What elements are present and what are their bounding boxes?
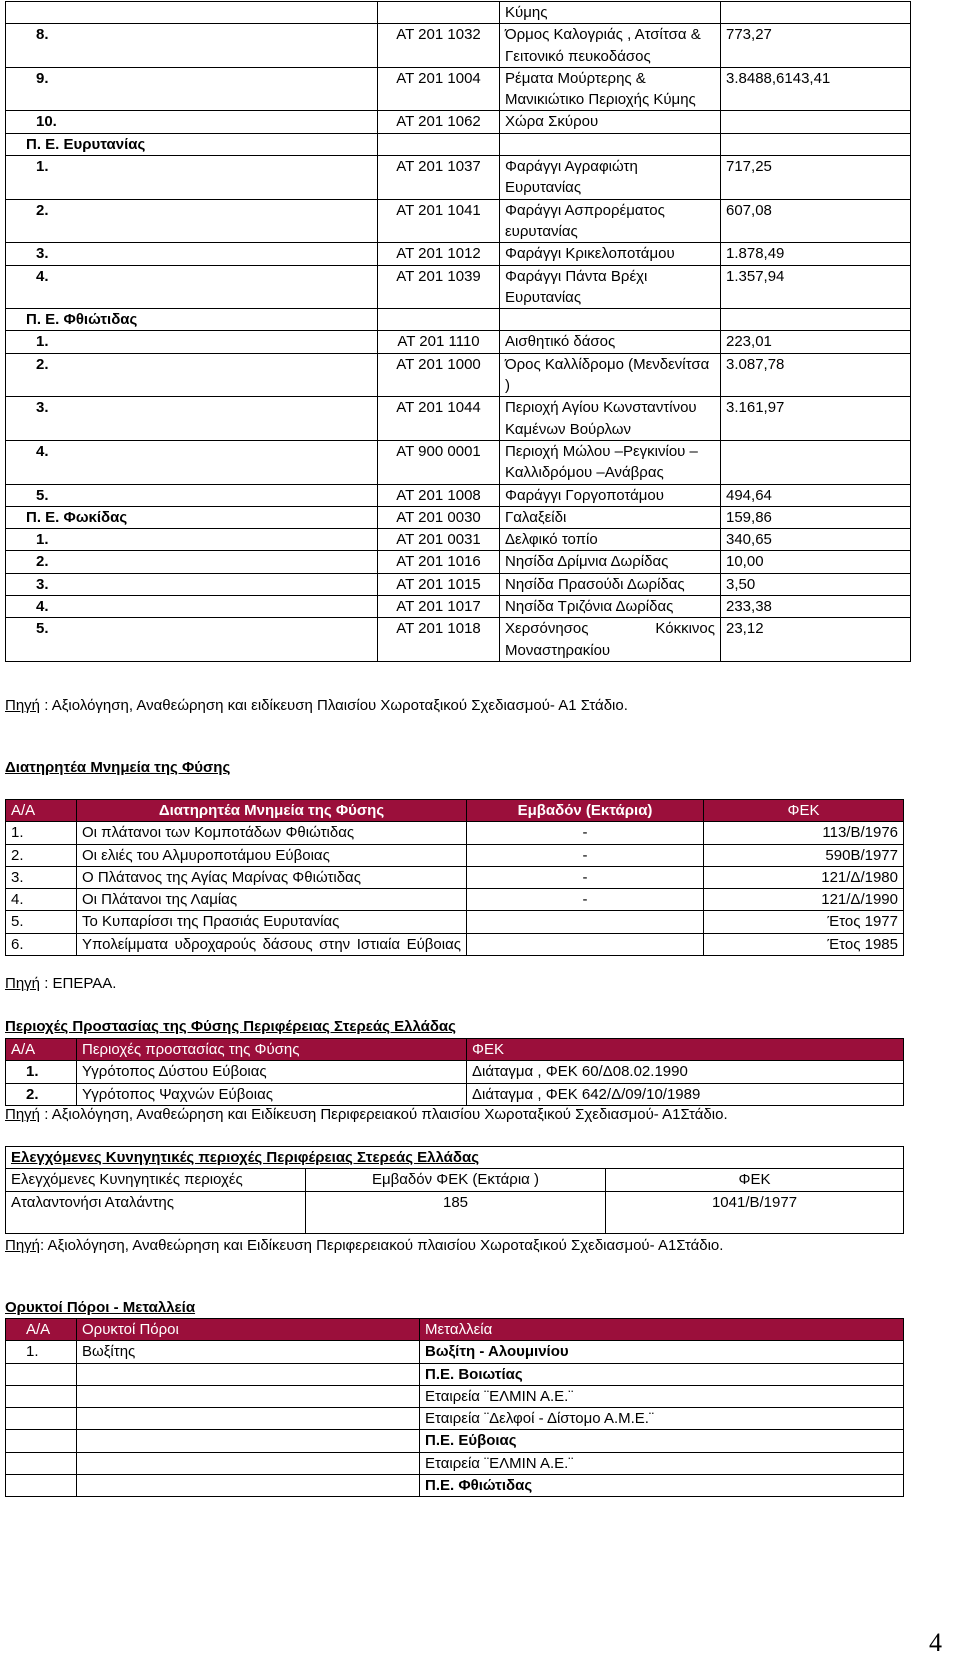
source-label: Πηγή [5, 975, 41, 992]
row-number: 4. [6, 440, 378, 484]
row-number: 3. [6, 243, 378, 265]
monument-fek: 590Β/1977 [704, 844, 904, 866]
heading-text: Περιοχές Προστασίας της Φύσης Περιφέρειας Στερεάς Ελλάδας [5, 1018, 456, 1035]
table-row [6, 573, 911, 595]
source-text: : ΕΠΕΡΑΑ. [40, 975, 117, 992]
protected-table [5, 1038, 904, 1106]
table-row [6, 529, 911, 551]
mine-entry: Π.Ε. Βοιωτίας [420, 1363, 904, 1385]
mine-entry: Εταιρεία ¨ΕΛΜΙΝ Α.Ε.¨ [420, 1385, 904, 1407]
area-size: 3.8488,6143,41 [721, 67, 911, 111]
minerals-table-body [6, 1319, 904, 1497]
area-name: Αισθητικό δάσος [500, 331, 721, 353]
mine-entry: Π.Ε. Φθιώτιδας [420, 1475, 904, 1497]
table-row [6, 397, 911, 441]
area-size: 3,50 [721, 573, 911, 595]
area-size: 340,65 [721, 529, 911, 551]
heading-text: Ελεγχόμενες Κυνηγητικές περιοχές Περιφέρειας Στερεάς Ελλάδας [11, 1149, 480, 1166]
area-name: Φαράγγι Πάντα Βρέχι Ευρυτανίας [500, 265, 721, 309]
hunting-header-row [6, 1169, 904, 1191]
monuments-table-body [6, 800, 904, 956]
hunting-heading [6, 1147, 904, 1169]
row-number: 4. [6, 596, 378, 618]
area-code: ΑΤ 201 1110 [378, 331, 500, 353]
area-size: 10,00 [721, 551, 911, 573]
header-cell: ΦΕΚ [704, 800, 904, 822]
area-code: ΑΤ 201 1015 [378, 573, 500, 595]
area-size [721, 440, 911, 484]
table-row [6, 1083, 904, 1105]
header-row [6, 1319, 904, 1341]
header-cell: ΦΕΚ [467, 1039, 904, 1061]
area-size: 223,01 [721, 331, 911, 353]
row-number [6, 1475, 77, 1497]
monument-area: - [467, 866, 704, 888]
landscape-table-body [6, 2, 911, 662]
area-name: Φαράγγι Ασπρορέματος ευρυτανίας [500, 199, 721, 243]
table-row [6, 1475, 904, 1497]
page-number: 4 [929, 1628, 942, 1657]
table-row [6, 440, 911, 484]
mine-entry: Εταιρεία ¨Δελφοί - Δίστομο Α.Μ.Ε.¨ [420, 1408, 904, 1430]
table-row [6, 1452, 904, 1474]
mineral-resource [77, 1408, 420, 1430]
area-code: ΑΤ 201 1032 [378, 24, 500, 68]
mine-entry: Εταιρεία ¨ΕΛΜΙΝ Α.Ε.¨ [420, 1452, 904, 1474]
row-number: 3. [6, 397, 378, 441]
table-row [6, 551, 911, 573]
area-name: Νησίδα Πρασούδι Δωρίδας [500, 573, 721, 595]
area-size: 3.087,78 [721, 353, 911, 397]
group-row [6, 309, 911, 331]
table-row [6, 822, 904, 844]
area-size: 1.357,94 [721, 265, 911, 309]
area-name: Φαράγγι Γοργοποτάμου [500, 484, 721, 506]
area-code [378, 133, 500, 155]
source-note-monuments [5, 973, 116, 994]
row-number: 1. [6, 331, 378, 353]
area-code [378, 309, 500, 331]
area-name: Νησίδα Τριζόνια Δωρίδας [500, 596, 721, 618]
header-cell: Ορυκτοί Πόροι [77, 1319, 420, 1341]
area-size: 159,86 [721, 506, 911, 528]
mineral-resource [77, 1363, 420, 1385]
area-code: ΑΤ 201 1008 [378, 484, 500, 506]
area-code: ΑΤ 201 0031 [378, 529, 500, 551]
protected-area-fek: Διάταγμα , ΦΕΚ 60/Δ08.02.1990 [467, 1061, 904, 1083]
header-cell: Α/Α [6, 1039, 77, 1061]
header-row [6, 800, 904, 822]
monument-name: Οι πλάτανοι των Κομποτάδων Φθιώτιδας [77, 822, 467, 844]
monument-name: Ο Πλάτανος της Αγίας Μαρίνας Φθιώτιδας [77, 866, 467, 888]
monument-name: Οι Πλάτανοι της Λαμίας [77, 889, 467, 911]
area-size: 3.161,97 [721, 397, 911, 441]
group-row [6, 133, 911, 155]
heading-text: Ορυκτοί Πόροι - Μεταλλεία [5, 1299, 196, 1316]
source-note-landscape [5, 695, 628, 716]
table-row [6, 199, 911, 243]
area-name: Γαλαξείδι [500, 506, 721, 528]
area-name: Δελφικό τοπίο [500, 529, 721, 551]
monument-fek: 121/Δ/1990 [704, 889, 904, 911]
source-text: : Αξιολόγηση, Αναθεώρηση και Ειδίκευση Περιφερειακού πλαισίου Χωροταξικού Σχεδιασμού- Α1Στάδιο. [40, 1237, 724, 1254]
area-name: Χώρα Σκύρου [500, 111, 721, 133]
area-name: Κύμης [500, 2, 721, 24]
area-size: 773,27 [721, 24, 911, 68]
row-number: 5. [6, 911, 77, 933]
minerals-table [5, 1318, 904, 1497]
row-number: 4. [6, 889, 77, 911]
row-number: 10. [6, 111, 378, 133]
source-note-hunting [5, 1235, 723, 1256]
area-name: Νησίδα Δρίμνια Δωρίδας [500, 551, 721, 573]
table-row [6, 331, 911, 353]
area-code: ΑΤ 201 1004 [378, 67, 500, 111]
table-row [6, 67, 911, 111]
source-label: Πηγή [5, 1237, 41, 1254]
table-row [6, 844, 904, 866]
area-code: ΑΤ 201 1018 [378, 618, 500, 662]
row-number: 1. [6, 529, 378, 551]
monument-fek: Έτος 1985 [704, 933, 904, 955]
row-number: 5. [6, 484, 378, 506]
table-row [6, 1408, 904, 1430]
source-text: : Αξιολόγηση, Αναθεώρηση και ειδίκευση Πλαισίου Χωροταξικού Σχεδιασμού- Α1 Στάδιο. [40, 697, 628, 714]
heading-text: Διατηρητέα Μνημεία της Φύσης [5, 759, 231, 776]
area-code: ΑΤ 201 0030 [378, 506, 500, 528]
row-number: 8. [6, 24, 378, 68]
mineral-resource [77, 1475, 420, 1497]
source-text: : Αξιολόγηση, Αναθεώρηση και Ειδίκευση Περιφερειακού πλαισίου Χωροταξικού Σχεδιασμού- Α1Στάδιο. [40, 1106, 728, 1123]
header-cell: Περιοχές προστασίας της Φύσης [77, 1039, 467, 1061]
header-cell: ΦΕΚ [606, 1169, 904, 1191]
area-name [500, 309, 721, 331]
row-number [6, 1452, 77, 1474]
monument-fek: 121/Δ/1980 [704, 866, 904, 888]
area-code: ΑΤ 201 1044 [378, 397, 500, 441]
area-size: 233,38 [721, 596, 911, 618]
area-name: Όρος Καλλίδρομο (Μενδενίτσα ) [500, 353, 721, 397]
row-number [6, 2, 378, 24]
table-row [6, 933, 904, 955]
row-number: 4. [6, 265, 378, 309]
mine-entry: Βωξίτη - Αλουμινίου [420, 1341, 904, 1363]
area-name: Περιοχή Μώλου –Ρεγκινίου –Καλλιδρόμου –Ανάβρας [500, 440, 721, 484]
source-label: Πηγή [5, 697, 41, 714]
monument-area: - [467, 889, 704, 911]
table-row [6, 618, 911, 662]
monument-fek: Έτος 1977 [704, 911, 904, 933]
area-size [721, 2, 911, 24]
table-row [6, 111, 911, 133]
mine-entry: Π.Ε. Εύβοιας [420, 1430, 904, 1452]
header-cell: Ελεγχόμενες Κυνηγητικές περιοχές [6, 1169, 306, 1191]
row-number [6, 1363, 77, 1385]
row-number: 1. [6, 156, 378, 200]
row-number: 3. [6, 573, 378, 595]
header-cell: Εμβαδόν ΦΕΚ (Εκτάρια ) [306, 1169, 606, 1191]
row-number: 2. [6, 199, 378, 243]
row-number: 2. [6, 1083, 77, 1105]
group-label: Π. Ε. Φωκίδας [6, 506, 378, 528]
hunting-heading-row [6, 1147, 904, 1169]
mineral-resource [77, 1452, 420, 1474]
area-name: Φαράγγι Κρικελοποτάμου [500, 243, 721, 265]
table-row [6, 866, 904, 888]
area-size [721, 111, 911, 133]
monument-area: - [467, 822, 704, 844]
mineral-resource [77, 1385, 420, 1407]
area-name: Ρέματα Μούρτερης & Μανικιώτικο Περιοχής Κύμης [500, 67, 721, 111]
row-number: 6. [6, 933, 77, 955]
section-heading-protected [5, 1016, 456, 1037]
section-heading-monuments [5, 757, 230, 778]
group-label: Π. Ε. Ευρυτανίας [6, 133, 378, 155]
landscape-table [5, 1, 911, 662]
row-number: 5. [6, 618, 378, 662]
section-heading-minerals [5, 1297, 195, 1318]
area-code: ΑΤ 201 1000 [378, 353, 500, 397]
row-number [6, 1385, 77, 1407]
row-number: 1. [6, 1341, 77, 1363]
table-row [6, 911, 904, 933]
area-code: ΑΤ 201 1016 [378, 551, 500, 573]
hunting-area-fek: 1041/Β/1977 [606, 1191, 904, 1233]
hunting-area-name: Αταλαντονήσι Αταλάντης [6, 1191, 306, 1233]
area-name: Όρμος Καλογριάς , Ατσίτσα & Γειτονικό πευκοδάσος [500, 24, 721, 68]
area-size: 494,64 [721, 484, 911, 506]
hunting-area-size: 185 [306, 1191, 606, 1233]
row-number: 2. [6, 551, 378, 573]
area-size: 23,12 [721, 618, 911, 662]
row-number: 3. [6, 866, 77, 888]
protected-table-body [6, 1039, 904, 1106]
header-cell: Α/Α [6, 1319, 77, 1341]
table-row [6, 243, 911, 265]
mineral-resource: Βωξίτης [77, 1341, 420, 1363]
row-number: 2. [6, 844, 77, 866]
area-size [721, 133, 911, 155]
monument-fek: 113/Β/1976 [704, 822, 904, 844]
table-row [6, 353, 911, 397]
area-code: ΑΤ 201 1041 [378, 199, 500, 243]
table-row [6, 1363, 904, 1385]
row-number: 1. [6, 822, 77, 844]
table-row [6, 265, 911, 309]
area-code: ΑΤ 900 0001 [378, 440, 500, 484]
area-code: ΑΤ 201 1037 [378, 156, 500, 200]
row-number: 9. [6, 67, 378, 111]
table-row [6, 2, 911, 24]
monument-name: Οι ελιές του Αλμυροποτάμου Εύβοιας [77, 844, 467, 866]
table-row [6, 1341, 904, 1363]
area-name: Φαράγγι Αγραφιώτη Ευρυτανίας [500, 156, 721, 200]
table-row [6, 1385, 904, 1407]
table-row [6, 1191, 904, 1233]
table-row [6, 596, 911, 618]
area-name: Περιοχή Αγίου Κωνσταντίνου Καμένων Βούρλων [500, 397, 721, 441]
source-label: Πηγή [5, 1106, 41, 1123]
header-cell: Διατηρητέα Μνημεία της Φύσης [77, 800, 467, 822]
table-row [6, 1430, 904, 1452]
protected-area-name: Υγρότοπος Δύστου Εύβοιας [77, 1061, 467, 1083]
monument-area [467, 933, 704, 955]
mineral-resource [77, 1430, 420, 1452]
group-row [6, 506, 911, 528]
header-cell: Α/Α [6, 800, 77, 822]
area-name: Χερσόνησος Κόκκινος Μοναστηρακίου [500, 618, 721, 662]
hunting-table-body [6, 1147, 904, 1234]
source-note-protected [5, 1104, 728, 1125]
monument-area: - [467, 844, 704, 866]
area-name [500, 133, 721, 155]
table-row [6, 484, 911, 506]
row-number [6, 1408, 77, 1430]
hunting-table [5, 1146, 904, 1234]
row-number [6, 1430, 77, 1452]
monuments-table [5, 799, 904, 956]
area-code [378, 2, 500, 24]
protected-area-name: Υγρότοπος Ψαχνών Εύβοιας [77, 1083, 467, 1105]
monument-name: Υπολείμματα υδροχαρούς δάσους στην Ιστιαία Εύβοιας [77, 933, 467, 955]
area-code: ΑΤ 201 1039 [378, 265, 500, 309]
area-size: 1.878,49 [721, 243, 911, 265]
header-row [6, 1039, 904, 1061]
group-label: Π. Ε. Φθιώτιδας [6, 309, 378, 331]
area-size [721, 309, 911, 331]
row-number: 2. [6, 353, 378, 397]
table-row [6, 156, 911, 200]
area-size: 607,08 [721, 199, 911, 243]
table-row [6, 24, 911, 68]
area-code: ΑΤ 201 1017 [378, 596, 500, 618]
header-cell: Εμβαδόν (Εκτάρια) [467, 800, 704, 822]
header-cell: Μεταλλεία [420, 1319, 904, 1341]
protected-area-fek: Διάταγμα , ΦΕΚ 642/Δ/09/10/1989 [467, 1083, 904, 1105]
table-row [6, 1061, 904, 1083]
monument-area [467, 911, 704, 933]
row-number: 1. [6, 1061, 77, 1083]
monument-name: Το Κυπαρίσσι της Πρασιάς Ευρυτανίας [77, 911, 467, 933]
table-row [6, 889, 904, 911]
area-code: ΑΤ 201 1062 [378, 111, 500, 133]
area-code: ΑΤ 201 1012 [378, 243, 500, 265]
area-size: 717,25 [721, 156, 911, 200]
